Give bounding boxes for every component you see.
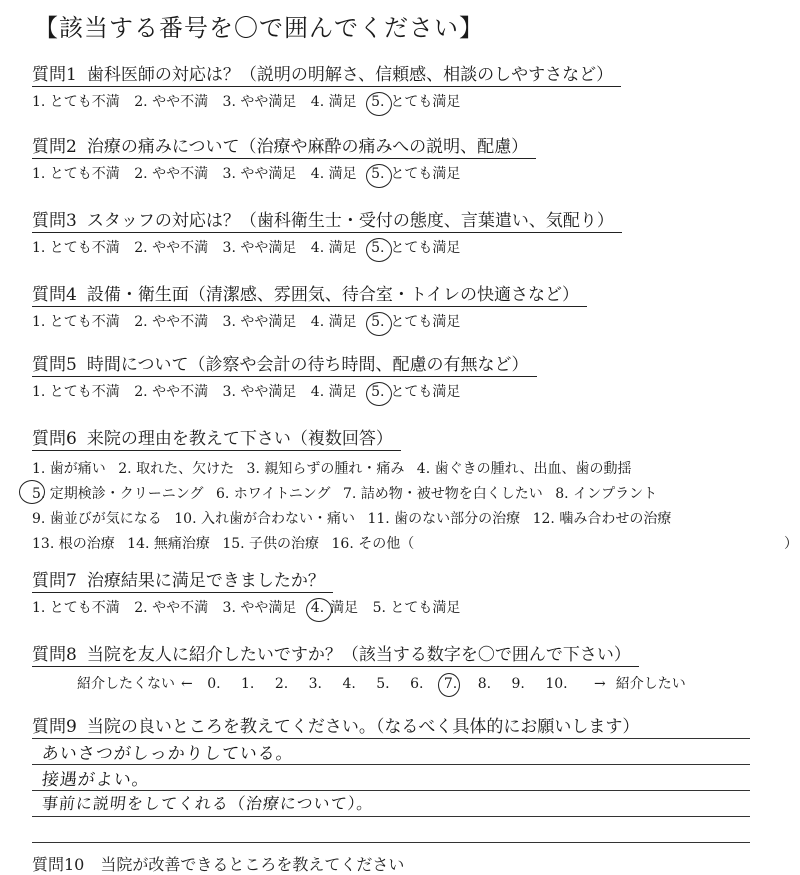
question-2 (32, 132, 528, 183)
question-4 (32, 280, 579, 331)
q8-scale-0[interactable]: 0. (207, 676, 221, 692)
question-10-partial: 質問10 当院が改善できるところを教えてください (32, 855, 405, 874)
question-5-options (32, 381, 529, 401)
question-4-title (32, 280, 579, 307)
q2-option-4[interactable]: 4. 満足 (310, 166, 357, 182)
q1-option-2[interactable]: 2. やや不満 (134, 94, 209, 110)
question-9-number: 質問9 (32, 717, 77, 737)
q8-scale-4[interactable]: 4. (342, 676, 356, 692)
q5-option-1[interactable]: 1. とても不満 (32, 384, 120, 400)
q8-scale (32, 673, 686, 693)
q8-scale-8[interactable]: 8. (477, 676, 492, 692)
question-5 (32, 350, 529, 401)
q6-option-5[interactable]: 5. 定期検診・クリーニング (24, 482, 204, 507)
q5-option-5[interactable] (371, 381, 460, 401)
question-4-number: 質問4 (32, 285, 77, 305)
q8-scale-6[interactable]: 6. (410, 676, 424, 692)
q4-option-2[interactable]: 2. やや不満 (134, 314, 209, 330)
question-8-text: 当院を友人に紹介したいですか？（該当する数字を〇で囲んで下さい） (86, 645, 631, 665)
question-4-text: 設備・衛生面（清潔感、雰囲気、待合室・トイレの快適さなど） (86, 285, 579, 305)
q6-option-6[interactable]: 6. ホワイトニング (215, 486, 331, 502)
right-arrow-icon: → (594, 676, 606, 692)
q4-option-3[interactable]: 3. やや満足 (222, 314, 297, 330)
q2-option-2[interactable]: 2. やや不満 (134, 166, 209, 182)
question-1-number: 質問1 (32, 65, 77, 85)
question-2-number: 質問2 (32, 137, 77, 157)
q1-option-5-mark: 5. (371, 94, 385, 110)
question-6-options (32, 457, 798, 557)
question-8-title (32, 640, 631, 667)
question-2-underline (32, 158, 536, 159)
q6-row-3 (32, 507, 792, 532)
question-5-title (32, 350, 529, 377)
q9-answer-3[interactable]: 事前に説明をしてくれる（治療について）。 (40, 794, 375, 813)
question-8 (32, 640, 686, 693)
q3-option-3[interactable]: 3. やや満足 (222, 240, 297, 256)
question-2-title (32, 132, 528, 159)
q9-answer-2[interactable]: 接遇がよい。 (40, 770, 151, 790)
q7-option-2[interactable]: 2. やや不満 (134, 600, 209, 616)
question-9-text: 当院の良いところを教えてください。（なるべく具体的にお願いします） (86, 717, 640, 737)
q5-option-5-text: とても満足 (390, 384, 461, 400)
q3-option-1[interactable]: 1. とても不満 (32, 240, 120, 256)
q7-option-4-text: 満足 (330, 600, 359, 616)
q1-option-3[interactable]: 3. やや満足 (222, 94, 297, 110)
q6-option-13[interactable]: 13. 根の治療 (32, 536, 115, 552)
q8-scale-10[interactable]: 10. (545, 676, 568, 692)
q5-option-4[interactable]: 4. 満足 (310, 384, 357, 400)
q4-option-1[interactable]: 1. とても不満 (32, 314, 120, 330)
q6-option-10[interactable]: 10. 入れ歯が合わない・痛い (174, 511, 355, 527)
q1-option-5-text: とても満足 (390, 94, 461, 110)
question-7-title (32, 566, 325, 593)
q6-row-4 (32, 532, 798, 557)
question-3-text: スタッフの対応は？（歯科衛生士・受付の態度、言葉遣い、気配り） (86, 211, 614, 231)
q1-option-1[interactable]: 1. とても不満 (32, 94, 120, 110)
left-arrow-icon: ← (181, 676, 193, 692)
q5-option-3[interactable]: 3. やや満足 (222, 384, 297, 400)
q6-option-8[interactable]: 8. インプラント (555, 486, 658, 502)
question-3-underline (32, 232, 622, 233)
question-7 (32, 566, 470, 617)
q6-row-1 (32, 457, 792, 482)
q4-option-5[interactable] (371, 311, 460, 331)
q9-answer-line-3 (32, 816, 750, 817)
q8-scale-7[interactable]: 7. (443, 676, 458, 692)
question-6-number: 質問6 (32, 429, 77, 449)
question-1-title (32, 60, 613, 87)
q1-option-5[interactable] (371, 91, 460, 111)
question-4-options (32, 311, 579, 331)
question-1-text: 歯科医師の対応は？（説明の明解さ、信頼感、相談のしやすさなど） (86, 65, 614, 85)
question-3-number: 質問3 (32, 211, 77, 231)
q6-option-11[interactable]: 11. 歯のない部分の治療 (367, 511, 521, 527)
question-6-underline (32, 450, 401, 451)
survey-heading: 【該当する番号を〇で囲んでください】 (34, 14, 484, 42)
q2-option-1[interactable]: 1. とても不満 (32, 166, 120, 182)
question-5-underline (32, 376, 537, 377)
q8-scale-9[interactable]: 9. (511, 676, 525, 692)
q8-scale-3[interactable]: 3. (308, 676, 322, 692)
q6-other-close-paren: ） (784, 536, 798, 552)
q2-option-3[interactable]: 3. やや満足 (222, 166, 297, 182)
q9-answer-1[interactable]: あいさつがしっかりしている。 (40, 744, 295, 764)
q6-option-1[interactable]: 1. 歯が痛い (32, 461, 106, 477)
q7-option-5[interactable]: 5. とても満足 (372, 600, 461, 616)
question-3-title (32, 206, 614, 233)
question-7-options (32, 597, 470, 617)
q8-right-label: 紹介したい (615, 676, 686, 692)
q8-scale-2[interactable]: 2. (274, 676, 289, 692)
q9-answer-line-4 (32, 842, 750, 843)
question-9-title (32, 712, 639, 739)
question-3-options (32, 237, 614, 257)
q6-option-7[interactable]: 7. 詰め物・被せ物を白くしたい (343, 486, 543, 502)
question-1-underline (32, 86, 621, 87)
q6-option-15[interactable]: 15. 子供の治療 (222, 536, 320, 552)
q5-option-2[interactable]: 2. やや不満 (134, 384, 209, 400)
q2-option-5-mark: 5. (371, 166, 385, 182)
q7-option-1[interactable]: 1. とても不満 (32, 600, 120, 616)
q4-option-4[interactable]: 4. 満足 (310, 314, 357, 330)
question-1-options (32, 91, 613, 111)
q6-option-4[interactable]: 4. 歯ぐきの腫れ、出血、歯の動揺 (416, 461, 632, 477)
q3-option-5-text: とても満足 (390, 240, 461, 256)
question-6 (32, 424, 798, 557)
question-3 (32, 206, 614, 257)
q6-option-3[interactable]: 3. 親知らずの腫れ・痛み (246, 461, 405, 477)
question-8-number: 質問8 (32, 645, 77, 665)
q7-option-3[interactable]: 3. やや満足 (222, 600, 297, 616)
question-4-underline (32, 306, 587, 307)
question-1 (32, 60, 613, 111)
q2-option-5-text: とても満足 (390, 166, 461, 182)
q3-option-5-mark: 5. (371, 240, 385, 256)
question-9 (32, 712, 639, 739)
q8-left-label: 紹介したくない (77, 676, 175, 692)
question-8-underline (32, 666, 639, 667)
q6-option-14[interactable]: 14. 無痛治療 (127, 536, 210, 552)
question-6-text: 来院の理由を教えて下さい（複数回答） (86, 429, 393, 449)
q3-option-4[interactable]: 4. 満足 (310, 240, 357, 256)
q3-option-2[interactable]: 2. やや不満 (134, 240, 209, 256)
q4-option-5-mark: 5. (371, 314, 385, 330)
question-7-underline (32, 592, 333, 593)
q3-option-5[interactable] (371, 237, 460, 257)
question-7-number: 質問7 (32, 571, 77, 591)
question-2-text: 治療の痛みについて（治療や麻酔の痛みへの説明、配慮） (86, 137, 529, 157)
q7-option-4[interactable] (311, 597, 358, 617)
q6-option-12[interactable]: 12. 噛み合わせの治療 (532, 511, 672, 527)
question-5-text: 時間について（診察や会計の待ち時間、配慮の有無など） (86, 355, 529, 375)
q6-row-2 (24, 482, 792, 507)
q1-option-4[interactable]: 4. 満足 (310, 94, 357, 110)
q6-option-2[interactable]: 2. 取れた、欠けた (118, 461, 235, 477)
q4-option-5-text: とても満足 (390, 314, 461, 330)
question-5-number: 質問5 (32, 355, 77, 375)
q7-option-4-mark: 4. (310, 600, 325, 616)
q6-option-16[interactable]: 16. その他（ (331, 536, 415, 552)
q5-option-5-mark: 5. (371, 384, 385, 400)
question-6-title (32, 424, 393, 451)
q8-scale-1[interactable]: 1. (241, 676, 255, 692)
q8-scale-5[interactable]: 5. (376, 676, 390, 692)
question-7-text: 治療結果に満足できましたか？ (86, 571, 325, 591)
question-2-options (32, 163, 528, 183)
q6-option-9[interactable]: 9. 歯並びが気になる (32, 511, 162, 527)
q2-option-5[interactable] (371, 163, 460, 183)
